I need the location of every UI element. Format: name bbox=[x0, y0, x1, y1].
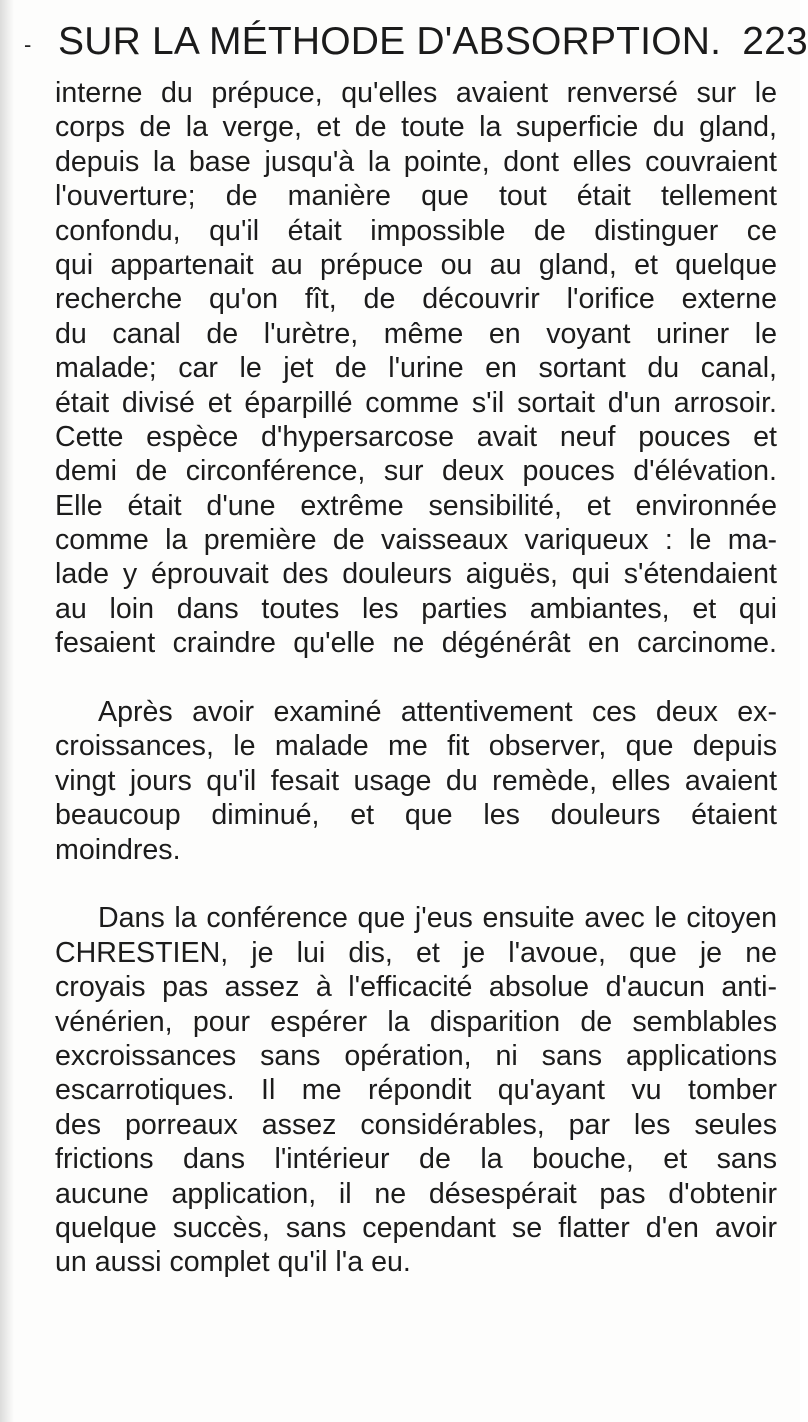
text-line: des porreaux assez considérables, par les seules bbox=[55, 1108, 777, 1141]
text-line: vénérien, pour espérer la disparition de semblables bbox=[55, 1005, 777, 1038]
text-line: était divisé et éparpillé comme s'il sortait d'un arrosoir. bbox=[55, 386, 777, 419]
text-line: beaucoup diminué, et que les douleurs étaient bbox=[55, 799, 777, 832]
text-line: confondu, qu'il était impossible de distinguer ce bbox=[55, 214, 778, 247]
text-line-indented bbox=[55, 901, 777, 935]
text-line-indented bbox=[55, 695, 777, 729]
text-line: un aussi complet qu'il l'a eu. bbox=[55, 1246, 411, 1279]
text-line: comme la première de vaisseaux variqueux : le ma- bbox=[55, 524, 777, 557]
paragraph-gap bbox=[55, 661, 777, 695]
paragraph-gap bbox=[55, 867, 777, 901]
text-line: aucune application, il ne désespérait pas d'obtenir bbox=[55, 1177, 777, 1210]
body-text bbox=[55, 76, 777, 1280]
text-line: qui appartenait au prépuce ou au gland, et quelque bbox=[55, 248, 778, 281]
text-line: frictions dans l'intérieur de la bouche, et sans bbox=[55, 1143, 778, 1176]
text-line: malade; car le jet de l'urine en sortant du canal, bbox=[55, 352, 777, 385]
text-line: Elle était d'une extrême sensibilité, et environnée bbox=[55, 489, 777, 522]
text-line: Après avoir examiné attentivement ces deux ex- bbox=[98, 696, 777, 729]
text-line: croyais pas assez à l'efficacité absolue d'aucun anti- bbox=[55, 971, 777, 1004]
text-line: croissances, le malade me fit observer, que depuis bbox=[55, 730, 777, 763]
text-line: depuis la base jusqu'à la pointe, dont elles couvraient bbox=[55, 145, 777, 178]
text-line: au loin dans toutes les parties ambiantes, et qui bbox=[55, 592, 778, 625]
text-line: Dans la conférence que j'eus ensuite avec le citoyen bbox=[98, 902, 777, 935]
text-line: corps de la verge, et de toute la superficie du gland, bbox=[55, 111, 777, 144]
binding-shadow bbox=[0, 0, 14, 1422]
text-line: interne du prépuce, qu'elles avaient renversé sur le bbox=[55, 77, 778, 109]
text-line: excroissances sans opération, ni sans applications bbox=[55, 1039, 777, 1072]
text-line: l'ouverture; de manière que tout était tellement bbox=[55, 180, 777, 213]
page-number: 223 bbox=[742, 20, 808, 63]
text-line: CHRESTIEN, je lui dis, et je l'avoue, que je ne bbox=[55, 936, 777, 969]
text-line: fesaient craindre qu'elle ne dégénérât en carcinome. bbox=[55, 627, 778, 660]
text-line: du canal de l'urètre, même en voyant uriner le bbox=[55, 317, 778, 350]
text-line: lade y éprouvait des douleurs aiguës, qui s'étendaient bbox=[55, 558, 778, 591]
text-line: recherche qu'on fît, de découvrir l'orifice externe bbox=[55, 283, 777, 316]
running-head bbox=[58, 18, 808, 66]
text-line: demi de circonférence, sur deux pouces d'élévation. bbox=[55, 455, 777, 488]
text-line: Cette espèce d'hypersarcose avait neuf pouces et bbox=[55, 420, 778, 453]
header-dash: - bbox=[24, 32, 32, 57]
running-head-title: SUR LA MÉTHODE D'ABSORPTION. bbox=[58, 20, 722, 63]
text-line: moindres. bbox=[55, 833, 181, 866]
text-line: quelque succès, sans cependant se flatter d'en avoir bbox=[55, 1211, 777, 1244]
text-line: vingt jours qu'il fesait usage du remède, elles avaient bbox=[55, 764, 778, 797]
text-line: escarrotiques. Il me répondit qu'ayant vu tomber bbox=[55, 1074, 778, 1107]
